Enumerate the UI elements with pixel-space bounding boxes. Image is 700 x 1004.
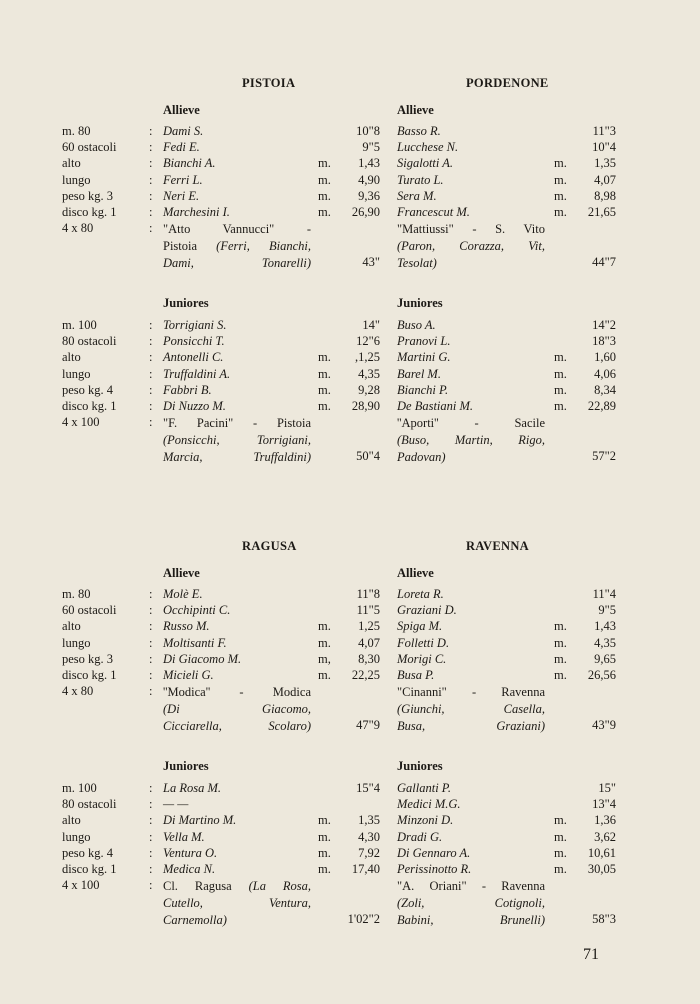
- athlete-name: Ventura O.: [163, 845, 218, 860]
- unit-label: m.: [318, 813, 331, 828]
- event-label: 4 x 80: [62, 684, 94, 699]
- colon-separator: :: [149, 651, 153, 666]
- colon-separator: :: [149, 382, 153, 397]
- athlete-name: Perissinotto R.: [397, 862, 472, 876]
- unit-label: m.: [554, 845, 567, 860]
- colon-separator: :: [149, 399, 153, 413]
- event-label: 60 ostacoli: [62, 140, 117, 155]
- relay-team-line: [397, 415, 545, 432]
- unit-label: m.: [318, 172, 331, 187]
- relay-team-members: Dami, Tonarelli): [163, 256, 311, 271]
- relay-team-members: (Buso, Martin, Rigo,: [397, 433, 545, 448]
- athlete-name: Di Gennaro A.: [397, 845, 471, 860]
- relay-team-line: [163, 432, 311, 449]
- category-heading: Allieve: [163, 103, 200, 117]
- result-value: 4,30: [358, 829, 380, 844]
- relay-team-line: [397, 432, 545, 449]
- result-value: 10,61: [587, 845, 616, 860]
- category-heading: Juniores: [163, 759, 209, 773]
- athlete-name: Bianchi P.: [397, 382, 449, 397]
- result-value: 1,60: [594, 350, 616, 365]
- athlete-name: Gallanti P.: [397, 781, 451, 795]
- colon-separator: :: [149, 172, 153, 187]
- category-heading: Juniores: [397, 296, 443, 310]
- relay-team-line: [163, 415, 311, 432]
- athlete-name: Medici M.G.: [397, 797, 461, 812]
- relay-team-line: [397, 878, 545, 895]
- result-value: 10"4: [592, 140, 616, 155]
- result-value: 11"8: [356, 587, 380, 601]
- colon-separator: :: [149, 188, 153, 203]
- event-label: peso kg. 3: [62, 651, 114, 666]
- relay-team-name: ''Aporti'' - Sacile: [397, 416, 545, 431]
- relay-team-line: [163, 221, 311, 238]
- athlete-name: Lucchese N.: [397, 140, 459, 155]
- relay-team-members: (Di Giacomo,: [163, 702, 311, 717]
- result-value: 11"5: [356, 603, 380, 618]
- unit-label: m.: [554, 829, 567, 844]
- athlete-name: Vella M.: [163, 829, 205, 844]
- athlete-name: Di Giacomo M.: [163, 651, 242, 666]
- colon-separator: :: [149, 781, 153, 795]
- athlete-name: La Rosa M.: [163, 781, 221, 795]
- relay-team-members: Tesolat): [397, 256, 437, 271]
- unit-label: m.: [554, 205, 567, 219]
- result-value: 4,07: [358, 635, 380, 650]
- athlete-name: Ferri L.: [163, 172, 203, 187]
- relay-team-line: [163, 684, 311, 701]
- unit-label: m.: [554, 619, 567, 634]
- result-value: 14": [362, 318, 380, 332]
- athlete-name: Loreta R.: [397, 587, 444, 601]
- relay-team-line: [397, 449, 545, 466]
- result-value: 11"3: [592, 124, 616, 138]
- result-value: 9,36: [358, 188, 380, 203]
- relay-result-value: 43": [362, 255, 380, 270]
- category-heading: Juniores: [397, 759, 443, 773]
- unit-label: m.: [554, 399, 567, 413]
- result-value: 8,98: [594, 188, 616, 203]
- unit-label: m.: [318, 350, 331, 365]
- event-label: 60 ostacoli: [62, 603, 117, 618]
- unit-label: m.: [318, 366, 331, 381]
- relay-result-value: 1'02"2: [347, 912, 380, 927]
- relay-team-line: [397, 684, 545, 701]
- colon-separator: :: [149, 619, 153, 634]
- result-value: 30,05: [587, 862, 616, 876]
- event-label: 80 ostacoli: [62, 334, 117, 349]
- relay-team-name: "F. Pacini" - Pistoia: [163, 416, 311, 431]
- event-label: 4 x 80: [62, 221, 94, 236]
- event-label: 80 ostacoli: [62, 797, 117, 812]
- result-value: 28,90: [351, 399, 380, 413]
- athlete-name: Dami S.: [163, 124, 204, 138]
- relay-team-line: [397, 238, 545, 255]
- colon-separator: :: [149, 635, 153, 650]
- result-value: 4,35: [358, 366, 380, 381]
- event-label: alto: [62, 813, 81, 828]
- colon-separator: :: [149, 845, 153, 860]
- athlete-name: Buso A.: [397, 318, 436, 332]
- colon-separator: :: [149, 140, 153, 155]
- athlete-name: Micieli G.: [163, 668, 214, 682]
- result-value: 21,65: [587, 205, 616, 219]
- colon-separator: :: [149, 668, 153, 682]
- unit-label: m.: [554, 382, 567, 397]
- unit-label: m.: [554, 156, 567, 171]
- relay-team-members: (Ponsicchi, Torrigiani,: [163, 433, 311, 448]
- relay-team-line: [397, 718, 545, 735]
- athlete-name: Fedi E.: [163, 140, 200, 155]
- event-label: lungo: [62, 829, 91, 844]
- relay-team-line: [397, 912, 545, 929]
- result-value: 10"8: [356, 124, 380, 138]
- relay-team-line: [163, 912, 311, 929]
- result-value: 4,90: [358, 172, 380, 187]
- event-label: m. 100: [62, 318, 97, 332]
- result-value: 17,40: [351, 862, 380, 876]
- city-heading: RAVENNA: [466, 539, 529, 553]
- athlete-name: Ponsicchi T.: [163, 334, 225, 349]
- page-number: 71: [583, 946, 599, 963]
- colon-separator: :: [149, 603, 153, 618]
- relay-team-name: Cl. Ragusa: [163, 879, 249, 894]
- relay-team-line: [397, 895, 545, 912]
- result-value: 9,28: [358, 382, 380, 397]
- event-label: lungo: [62, 172, 91, 187]
- unit-label: m.: [554, 635, 567, 650]
- athlete-name: Pranovi L.: [397, 334, 451, 349]
- athlete-name: Occhipinti C.: [163, 603, 231, 618]
- athlete-name: Turato L.: [397, 172, 444, 187]
- result-value: 9"5: [362, 140, 380, 155]
- relay-team-members: Cicciarella, Scolaro): [163, 719, 311, 734]
- athlete-name: Busa P.: [397, 668, 435, 682]
- athlete-name: Spiga M.: [397, 619, 443, 634]
- colon-separator: :: [149, 797, 153, 812]
- result-value: 1,25: [358, 619, 380, 634]
- category-heading: Juniores: [163, 296, 209, 310]
- athlete-name: Martini G.: [397, 350, 451, 365]
- athlete-name: Di Nuzzo M.: [163, 399, 226, 413]
- event-label: m. 80: [62, 124, 91, 138]
- result-value: 15"4: [356, 781, 380, 795]
- event-label: 4 x 100: [62, 415, 100, 430]
- relay-team-members: (Giunchi, Casella,: [397, 702, 545, 717]
- result-value: 18"3: [592, 334, 616, 349]
- relay-result-value: 58"3: [592, 912, 616, 927]
- event-label: lungo: [62, 366, 91, 381]
- event-label: disco kg. 1: [62, 205, 117, 219]
- result-value: 4,06: [594, 366, 616, 381]
- result-value: 13"4: [592, 797, 616, 812]
- relay-team-name: ''Modica'' - Modica: [163, 685, 311, 700]
- relay-team-line: [163, 255, 311, 272]
- category-heading: Allieve: [397, 566, 434, 580]
- colon-separator: :: [149, 829, 153, 844]
- athlete-name: Sera M.: [397, 188, 437, 203]
- result-value: 4,35: [594, 635, 616, 650]
- relay-team-members: Cutello, Ventura,: [163, 896, 311, 911]
- athlete-name: Morigi C.: [397, 651, 447, 666]
- event-label: peso kg. 4: [62, 382, 114, 397]
- unit-label: m.: [554, 651, 567, 666]
- colon-separator: :: [149, 221, 153, 236]
- relay-team-line: [163, 238, 311, 255]
- colon-separator: :: [149, 205, 153, 219]
- result-value: 11"4: [592, 587, 616, 601]
- unit-label: m.: [554, 172, 567, 187]
- result-value: 4,07: [594, 172, 616, 187]
- category-heading: Allieve: [163, 566, 200, 580]
- athlete-name: Fabbri B.: [163, 382, 212, 397]
- event-label: disco kg. 1: [62, 668, 117, 682]
- athlete-name: Medica N.: [163, 862, 216, 876]
- unit-label: m.: [318, 188, 331, 203]
- unit-label: m.: [554, 862, 567, 876]
- athlete-name: Russo M.: [163, 619, 210, 634]
- unit-label: m.: [554, 366, 567, 381]
- result-value: ,1,25: [355, 350, 380, 365]
- athlete-name: Francescut M.: [397, 205, 470, 219]
- athlete-name: Bianchi A.: [163, 156, 216, 171]
- colon-separator: :: [149, 124, 153, 138]
- colon-separator: :: [149, 415, 153, 430]
- result-value: 14"2: [592, 318, 616, 332]
- relay-team-line: [397, 221, 545, 238]
- relay-result-value: 47"9: [356, 718, 380, 733]
- relay-team-name: "A. Oriani" - Ravenna: [397, 879, 545, 894]
- athlete-name: Minzoni D.: [397, 813, 454, 828]
- event-label: disco kg. 1: [62, 399, 117, 413]
- colon-separator: :: [149, 318, 153, 332]
- athlete-name: De Bastiani M.: [397, 399, 474, 413]
- relay-team-members: Padovan): [397, 450, 446, 465]
- result-value: 12"6: [356, 334, 380, 349]
- relay-team-members: (Zoli, Cotignoli,: [397, 896, 545, 911]
- city-heading: PORDENONE: [466, 76, 549, 90]
- unit-label: m.: [554, 350, 567, 365]
- athlete-name: — —: [163, 797, 189, 812]
- colon-separator: :: [149, 862, 153, 876]
- city-heading: RAGUSA: [242, 539, 297, 553]
- city-heading: PISTOIA: [242, 76, 296, 90]
- unit-label: m.: [318, 399, 331, 413]
- result-value: 26,56: [587, 668, 616, 682]
- relay-team-line: [397, 255, 545, 272]
- relay-team-name: "Cinanni" - Ravenna: [397, 685, 545, 700]
- unit-label: m,: [318, 651, 331, 666]
- athlete-name: Dradi G.: [397, 829, 443, 844]
- relay-team-line: [163, 718, 311, 735]
- event-label: alto: [62, 156, 81, 171]
- relay-result-value: 43"9: [592, 718, 616, 733]
- result-value: 8,30: [358, 651, 380, 666]
- unit-label: m.: [318, 619, 331, 634]
- category-heading: Allieve: [397, 103, 434, 117]
- event-label: m. 80: [62, 587, 91, 601]
- result-value: 1,35: [358, 813, 380, 828]
- event-label: disco kg. 1: [62, 862, 117, 876]
- result-value: 9,65: [594, 651, 616, 666]
- relay-result-value: 57"2: [592, 449, 616, 464]
- colon-separator: :: [149, 334, 153, 349]
- event-label: peso kg. 4: [62, 845, 114, 860]
- relay-team-line: [163, 895, 311, 912]
- unit-label: m.: [318, 205, 331, 219]
- event-label: 4 x 100: [62, 878, 100, 893]
- unit-label: m.: [554, 668, 567, 682]
- relay-team-name: "Mattiussi" - S. Vito: [397, 222, 545, 237]
- athlete-name: Barel M.: [397, 366, 441, 381]
- relay-team-name: "Atto Vannucci" -: [163, 222, 311, 237]
- result-value: 1,36: [594, 813, 616, 828]
- relay-team-line: [163, 701, 311, 718]
- athlete-name: Marchesini I.: [163, 205, 230, 219]
- event-label: peso kg. 3: [62, 188, 114, 203]
- athlete-name: Neri E.: [163, 188, 200, 203]
- colon-separator: :: [149, 587, 153, 601]
- unit-label: m.: [554, 188, 567, 203]
- relay-team-members: Busa, Graziani): [397, 719, 545, 734]
- colon-separator: :: [149, 156, 153, 171]
- relay-team-members: Carnemolla): [163, 913, 227, 928]
- unit-label: m.: [318, 382, 331, 397]
- athlete-name: Di Martino M.: [163, 813, 237, 828]
- relay-team-members: (La Rosa,: [248, 879, 311, 894]
- event-label: lungo: [62, 635, 91, 650]
- relay-team-line: [397, 701, 545, 718]
- event-label: alto: [62, 619, 81, 634]
- athlete-name: Sigalotti A.: [397, 156, 454, 171]
- unit-label: m.: [554, 813, 567, 828]
- result-value: 8,34: [594, 382, 616, 397]
- relay-team-members: (Paron, Corazza, Vit,: [397, 239, 545, 254]
- unit-label: m.: [318, 668, 331, 682]
- result-value: 1,43: [594, 619, 616, 634]
- result-value: 22,25: [351, 668, 380, 682]
- result-value: 26,90: [351, 205, 380, 219]
- unit-label: m.: [318, 845, 331, 860]
- relay-team-name: Pistoia: [163, 239, 217, 254]
- unit-label: m.: [318, 862, 331, 876]
- athlete-name: Graziani D.: [397, 603, 457, 618]
- colon-separator: :: [149, 878, 153, 893]
- result-value: 1,35: [594, 156, 616, 171]
- athlete-name: Truffaldini A.: [163, 366, 231, 381]
- relay-team-line: [163, 878, 311, 895]
- athlete-name: Folletti D.: [397, 635, 450, 650]
- relay-team-members: (Ferri, Bianchi,: [216, 239, 311, 254]
- athlete-name: Torrigiani S.: [163, 318, 227, 332]
- colon-separator: :: [149, 366, 153, 381]
- relay-team-members: Babini, Brunelli): [397, 913, 545, 928]
- colon-separator: :: [149, 350, 153, 365]
- result-value: 22,89: [587, 399, 616, 413]
- athlete-name: Molè E.: [163, 587, 203, 601]
- event-label: m. 100: [62, 781, 97, 795]
- relay-result-value: 50"4: [356, 449, 380, 464]
- result-value: 9"5: [598, 603, 616, 618]
- unit-label: m.: [318, 829, 331, 844]
- result-value: 1,43: [358, 156, 380, 171]
- relay-result-value: 44"7: [592, 255, 616, 270]
- relay-team-members: Marcia, Truffaldini): [163, 450, 311, 465]
- result-value: 7,92: [358, 845, 380, 860]
- athlete-name: Basso R.: [397, 124, 441, 138]
- unit-label: m.: [318, 635, 331, 650]
- relay-team-line: [163, 449, 311, 466]
- athlete-name: Antonelli C.: [163, 350, 224, 365]
- result-value: 15": [598, 781, 616, 795]
- athlete-name: Moltisanti F.: [163, 635, 227, 650]
- colon-separator: :: [149, 813, 153, 828]
- colon-separator: :: [149, 684, 153, 699]
- unit-label: m.: [318, 156, 331, 171]
- result-value: 3,62: [594, 829, 616, 844]
- event-label: alto: [62, 350, 81, 365]
